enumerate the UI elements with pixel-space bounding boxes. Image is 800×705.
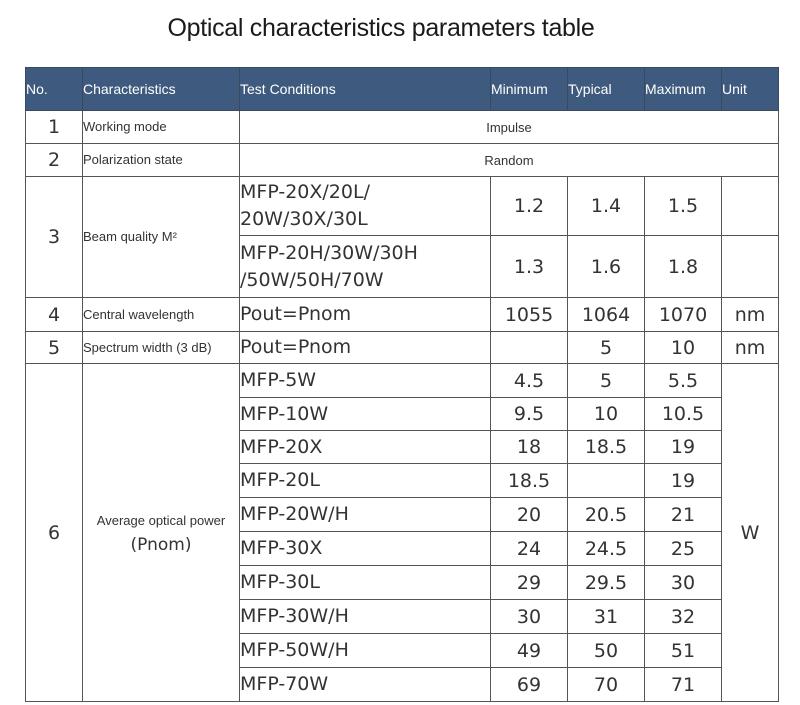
typ-value: 5: [568, 364, 645, 398]
max-value: 19: [645, 431, 722, 464]
min-value: 18.5: [491, 464, 568, 498]
typ-value: 1064: [568, 298, 645, 332]
min-value: 49: [491, 634, 568, 668]
header-characteristics: Characteristics: [83, 68, 240, 111]
min-value: 29: [491, 566, 568, 600]
table-row: [26, 144, 779, 177]
typ-value: 70: [568, 668, 645, 702]
test-condition: MFP-5W: [240, 364, 491, 398]
max-value: 21: [645, 498, 722, 532]
row-number: 3: [26, 177, 83, 298]
table-row: [26, 298, 779, 332]
min-value: 9.5: [491, 398, 568, 431]
test-condition: MFP-30W/H: [240, 600, 491, 634]
characteristic-label: Working mode: [83, 111, 240, 144]
max-value: 10: [645, 332, 722, 364]
max-value: 1.5: [645, 177, 722, 236]
max-value: 10.5: [645, 398, 722, 431]
header-minimum: Minimum: [491, 68, 568, 111]
max-value: 1070: [645, 298, 722, 332]
table-row: [26, 111, 779, 144]
typ-value: 1.6: [568, 236, 645, 298]
min-value: 1.2: [491, 177, 568, 236]
parameters-table: [25, 67, 779, 702]
merged-value: Random: [240, 144, 779, 177]
test-condition: MFP-20X: [240, 431, 491, 464]
typ-value: 18.5: [568, 431, 645, 464]
min-value: 4.5: [491, 364, 568, 398]
test-condition: MFP-10W: [240, 398, 491, 431]
typ-value: 5: [568, 332, 645, 364]
max-value: 30: [645, 566, 722, 600]
test-condition: [240, 177, 491, 236]
min-value: 30: [491, 600, 568, 634]
condition-text: MFP-20H/30W/30H /50W/50H/70W: [240, 241, 418, 291]
unit-value: nm: [722, 332, 779, 364]
typ-value: 24.5: [568, 532, 645, 566]
min-value: [491, 332, 568, 364]
test-condition: MFP-30X: [240, 532, 491, 566]
typ-value: 31: [568, 600, 645, 634]
header-test-conditions: Test Conditions: [240, 68, 491, 111]
page-title: Optical characteristics parameters table: [167, 14, 595, 42]
max-value: 51: [645, 634, 722, 668]
row-number: 6: [26, 364, 83, 702]
table-row: [26, 364, 779, 398]
max-value: 1.8: [645, 236, 722, 298]
header-unit: Unit: [722, 68, 779, 111]
max-value: 19: [645, 464, 722, 498]
test-condition: MFP-20L: [240, 464, 491, 498]
characteristic-label: [83, 364, 240, 702]
typ-value: 20.5: [568, 498, 645, 532]
min-value: 1.3: [491, 236, 568, 298]
max-value: 71: [645, 668, 722, 702]
characteristic-text: Average optical power: [96, 512, 226, 528]
table-header-row: [26, 68, 779, 111]
characteristic-label: Beam quality M²: [83, 177, 240, 298]
typ-value: 50: [568, 634, 645, 668]
test-condition: MFP-70W: [240, 668, 491, 702]
condition-text: MFP-20X/20L/ 20W/30X/30L: [240, 181, 370, 230]
typ-value: 29.5: [568, 566, 645, 600]
typ-value: 10: [568, 398, 645, 431]
min-value: 24: [491, 532, 568, 566]
min-value: 1055: [491, 298, 568, 332]
header-maximum: Maximum: [645, 68, 722, 111]
row-number: 5: [26, 332, 83, 364]
characteristic-label: Polarization state: [83, 144, 240, 177]
characteristic-label: Spectrum width (3 dB): [83, 332, 240, 364]
test-condition: Pout=Pnom: [240, 298, 491, 332]
max-value: 32: [645, 600, 722, 634]
row-number: 1: [26, 111, 83, 144]
typ-value: [568, 464, 645, 498]
test-condition: MFP-50W/H: [240, 634, 491, 668]
unit-value: W: [722, 364, 779, 702]
test-condition: [240, 236, 491, 298]
test-condition: MFP-20W/H: [240, 498, 491, 532]
unit-value: [722, 177, 779, 236]
max-value: 5.5: [645, 364, 722, 398]
unit-value: [722, 236, 779, 298]
test-condition: Pout=Pnom: [240, 332, 491, 364]
row-number: 2: [26, 144, 83, 177]
typ-value: 1.4: [568, 177, 645, 236]
min-value: 18: [491, 431, 568, 464]
table-row: [26, 177, 779, 236]
min-value: 20: [491, 498, 568, 532]
characteristic-subtext: (Pnom): [130, 534, 192, 555]
characteristic-label: Central wavelength: [83, 298, 240, 332]
row-number: 4: [26, 298, 83, 332]
merged-value: Impulse: [240, 111, 779, 144]
header-no: No.: [26, 68, 83, 111]
test-condition: MFP-30L: [240, 566, 491, 600]
max-value: 25: [645, 532, 722, 566]
table-row: [26, 332, 779, 364]
header-typical: Typical: [568, 68, 645, 111]
unit-value: nm: [722, 298, 779, 332]
min-value: 69: [491, 668, 568, 702]
